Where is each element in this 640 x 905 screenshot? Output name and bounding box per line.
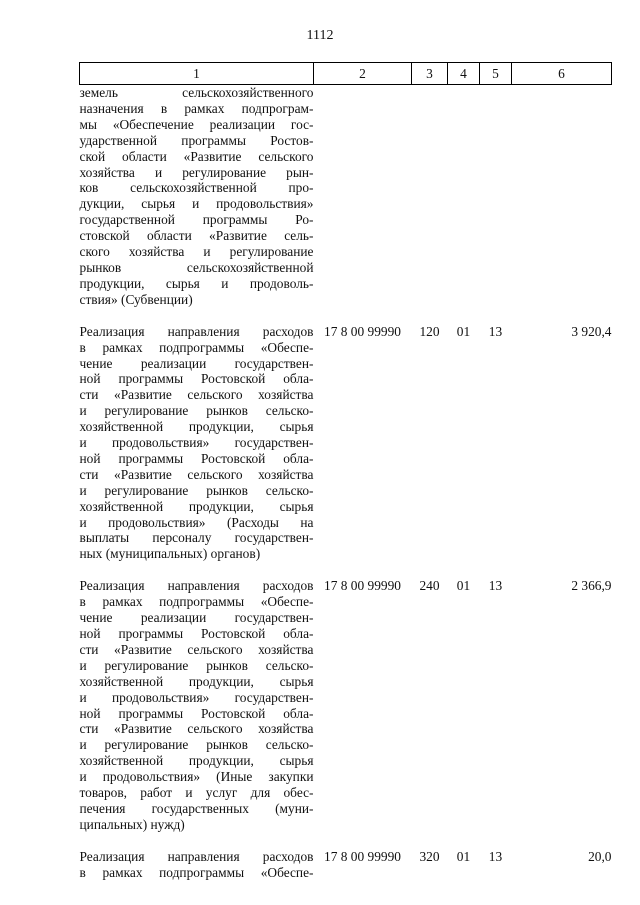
description-line: и регулирование рынков сельско- [79,482,314,498]
section-cell [448,85,480,324]
column-header-4: 4 [448,63,480,85]
description-line: сти «Развитие сельского хозяйства [79,721,314,737]
description-line: чение реализации государствен- [79,355,314,371]
table-body [80,85,612,897]
target-code-cell: 17 8 00 99990 [324,323,401,339]
description-line: ной программы Ростовской обла- [79,626,314,641]
amount-cell [512,85,612,324]
target-code-cell [314,85,412,324]
description-line: и регулирование рынков сельско- [79,403,314,419]
description-line: печения государственных (муни- [79,800,314,816]
amount-cell: 20,0 [588,848,612,864]
table-row [80,85,612,324]
table-row [80,324,612,579]
table-row [80,578,612,849]
row-description [80,578,314,849]
description-line: в рамках подпрограммы «Обеспе- [79,864,314,880]
description-line: ствия» (Субвенции) [79,291,193,307]
column-header-2: 2 [314,63,412,85]
description-line: Реализация направления расходов [79,323,314,339]
description-line: государственной программы Ро- [79,212,314,228]
description-line: сти «Развитие сельского хозяйства [79,466,314,482]
description-line: продукции, сырья и продоволь- [79,275,314,291]
section-cell: 01 [456,848,471,864]
subsection-cell: 13 [488,848,503,864]
target-code-cell: 17 8 00 99990 [324,848,401,864]
description-line: ной программы Ростовской обла- [79,705,314,721]
column-header-5: 5 [480,63,512,85]
row-description [80,85,314,324]
section-cell: 01 [456,323,471,339]
table-header [80,63,612,85]
description-line: хозяйственной продукции, сырья [79,753,314,769]
description-line: ской области «Развитие сельского [79,148,314,164]
amount-cell: 2 366,9 [571,578,612,594]
column-header-3: 3 [412,63,448,85]
description-line: дукции, сырья и продовольствия» [79,196,314,212]
column-header-6: 6 [512,63,612,85]
description-line: ципальных) нужд) [79,816,185,832]
target-code-cell: 17 8 00 99990 [324,578,401,594]
description-line: назначения в рамках подпрограм- [79,100,314,116]
description-line: ных (муниципальных) органов) [79,546,261,562]
subsection-cell [480,85,512,324]
description-line: и регулирование рынков сельско- [79,737,314,753]
page-number: 1112 [306,28,334,43]
table-row [80,849,612,897]
description-line: и продовольствия» (Расходы на [79,514,314,530]
column-header-1: 1 [80,63,314,85]
expense-type-cell [412,85,448,324]
expense-type-cell: 320 [419,848,440,864]
row-description [80,324,314,579]
row-description [80,849,314,897]
description-line: и продовольствия» государствен- [79,689,314,705]
description-line: Реализация направления расходов [79,578,314,594]
description-line: в рамках подпрограммы «Обеспе- [79,594,314,610]
expense-type-cell: 240 [419,578,440,594]
description-line: ков сельскохозяйственной про- [79,180,314,196]
description-line: сти «Развитие сельского хозяйства [79,641,314,657]
section-cell: 01 [456,578,471,594]
description-line: чение реализации государствен- [79,610,314,626]
description-line: и продовольствия» государствен- [79,435,314,451]
description-line: мы «Обеспечение реализации гос- [79,116,314,132]
subsection-cell: 13 [488,578,503,594]
description-line: в рамках подпрограммы «Обеспе- [79,339,314,355]
description-line: стовской области «Развитие сель- [79,228,314,244]
description-line: хозяйственной продукции, сырья [79,498,314,514]
description-line: ударственной программы Ростов- [79,132,314,148]
amount-cell: 3 920,4 [571,323,612,339]
description-line: выплаты персоналу государствен- [79,530,314,546]
header-row [80,63,612,85]
description-line: рынков сельскохозяйственной [79,259,314,275]
description-line: сти «Развитие сельского хозяйства [79,387,314,403]
description-line: земель сельскохозяйственного [79,85,314,100]
description-line: хозяйства и регулирование рын- [79,164,314,180]
description-line: ной программы Ростовской обла- [79,450,314,466]
description-line: ского хозяйства и регулирование [79,244,314,260]
description-line: и регулирование рынков сельско- [79,657,314,673]
expense-type-cell: 120 [419,323,440,339]
description-line: хозяйственной продукции, сырья [79,419,314,435]
description-line: товаров, работ и услуг для обес- [79,785,314,801]
description-line: хозяйственной продукции, сырья [79,673,314,689]
budget-table [79,62,612,897]
description-line: и продовольствия» (Иные закупки [79,769,314,785]
description-line: Реализация направления расходов [79,848,314,864]
description-line: ной программы Ростовской обла- [79,371,314,387]
subsection-cell: 13 [488,323,503,339]
